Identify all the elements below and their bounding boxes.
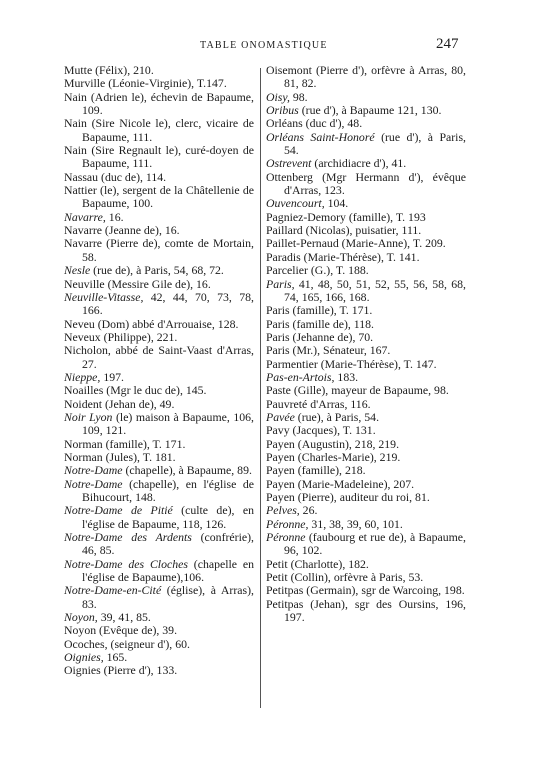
index-entry-text: 104.: [324, 196, 349, 211]
index-entry: [266, 131, 466, 158]
index-entry-text: Nassau (duc de), 114.: [64, 169, 167, 184]
index-entry-text: (chapelle), à Bapaume, 89.: [122, 463, 252, 478]
index-entry: [266, 251, 466, 264]
index-entry: [266, 264, 466, 277]
index-entry-text: Oisemont (Pierre d'), orfèvre à Arras, 80, 81, 82.: [266, 63, 466, 91]
index-entry: [266, 398, 466, 411]
index-entry: [64, 478, 254, 505]
index-entry-text: Noailles (Mgr le duc de), 145.: [64, 383, 207, 398]
index-entry-italic: Notre-Dame de Pitié: [64, 503, 173, 518]
index-entry-text: Payen (Pierre), auditeur du roi, 81.: [266, 490, 430, 504]
index-entry: [266, 411, 466, 424]
index-entry: [64, 144, 254, 171]
index-entry-text: 98.: [289, 89, 308, 104]
index-entry: [64, 117, 254, 144]
index-entry: [64, 531, 254, 558]
index-entry-text: (rue d'), à Bapaume 121, 130.: [298, 103, 442, 118]
index-entry: [266, 491, 466, 504]
index-entry-italic: Pelves,: [266, 503, 300, 518]
index-entry-text: 165.: [103, 650, 128, 665]
index-entry-text: Pagniez-Demory (famille), T. 193: [266, 209, 426, 224]
index-entry: [64, 451, 254, 464]
index-entry-italic: Ostrevent: [266, 156, 312, 171]
index-entry-text: Paris (famille de), 118.: [266, 316, 374, 331]
index-entry-text: (rue), à Paris, 54.: [294, 409, 380, 424]
index-entry: [64, 611, 254, 624]
index-entry-text: Norman (famille), T. 171.: [64, 436, 186, 451]
index-entry-text: (culte de), en l'église de Bapaume, 118, 126.: [82, 503, 254, 531]
index-entry: [266, 518, 466, 531]
index-entry-italic: Nesle: [64, 263, 91, 278]
index-entry-italic: Péronne: [266, 530, 306, 545]
index-entry-text: Nicholon, abbé de Saint-Vaast d'Arras, 27.: [64, 343, 254, 371]
index-entry: [64, 64, 254, 77]
index-entry-italic: Notre-Dame des Ardents: [64, 530, 192, 545]
index-entry: [266, 64, 466, 91]
index-entry: [64, 291, 254, 318]
index-entry-text: Petit (Collin), orfèvre à Paris, 53.: [266, 570, 424, 585]
index-column-left: [64, 64, 254, 678]
index-entry-text: Navarre (Pierre de), comte de Mortain, 58.: [64, 236, 254, 264]
index-entry-text: 183.: [334, 369, 359, 384]
index-entry: [64, 504, 254, 531]
index-entry-text: Petitpas (Jehan), sgr des Oursins, 196, 197.: [266, 596, 466, 625]
index-entry: [64, 398, 254, 411]
index-entry-italic: Notre-Dame: [64, 476, 123, 491]
index-entry-text: Paris (famille), T. 171.: [266, 303, 373, 318]
index-entry: [64, 638, 254, 651]
index-entry-text: Ocoches, (seigneur d'), 60.: [64, 636, 190, 651]
index-entry: [64, 664, 254, 677]
index-entry: [266, 571, 466, 584]
index-entry: [64, 278, 254, 291]
index-entry-text: Payen (Marie-Madeleine), 207.: [266, 476, 415, 491]
index-entry: [266, 464, 466, 477]
index-entry-text: Paradis (Marie-Thérèse), T. 141.: [266, 249, 420, 264]
index-entry-text: Neveu (Dom) abbé d'Arrouaise, 128.: [64, 316, 239, 331]
index-entry: [266, 531, 466, 558]
index-entry-text: (archidiacre d'), 41.: [311, 156, 407, 171]
index-entry-text: Oignies (Pierre d'), 133.: [64, 663, 178, 678]
index-entry-italic: Navarre,: [64, 209, 106, 224]
index-entry-text: (confrérie), 46, 85.: [82, 530, 254, 558]
index-entry: [64, 584, 254, 611]
index-entry-italic: Notre-Dame-en-Cité: [64, 583, 162, 598]
index-entry-text: (chapelle en l'église de Bapaume),106.: [82, 556, 254, 585]
index-entry: [266, 371, 466, 384]
index-entry-text: (faubourg et rue de), à Bapaume, 96, 102.: [284, 530, 466, 558]
index-entry-text: Payen (famille), 218.: [266, 463, 366, 478]
index-entry: [266, 478, 466, 491]
index-entry-italic: Péronne,: [266, 516, 309, 531]
index-entry: [266, 91, 466, 104]
index-entry: [266, 104, 466, 117]
index-entry: [64, 651, 254, 664]
index-entry: [266, 504, 466, 517]
index-entry: [64, 171, 254, 184]
index-entry-text: Noyon (Evêque de), 39.: [64, 623, 178, 638]
index-entry: [64, 558, 254, 585]
index-entry-text: (église), à Arras), 83.: [82, 583, 254, 611]
running-head: TABLE ONOMASTIQUE: [200, 40, 328, 51]
index-entry-italic: Pavée: [266, 409, 295, 424]
index-entry-text: Paillet-Pernaud (Marie-Anne), T. 209.: [266, 236, 446, 251]
index-entry: [266, 358, 466, 371]
index-entry: [64, 331, 254, 344]
index-entry: [64, 411, 254, 438]
index-entry-italic: Oisy,: [266, 89, 290, 104]
index-entry-text: 41, 48, 50, 51, 52, 55, 56, 58, 68, 74, 165, 166, 168.: [284, 276, 466, 304]
index-entry: [266, 117, 466, 130]
index-entry: [266, 331, 466, 344]
index-entry-text: Noident (Jehan de), 49.: [64, 396, 175, 411]
index-entry: [64, 371, 254, 384]
index-entry: [266, 197, 466, 210]
index-entry-text: Nain (Sire Nicole le), clerc, vicaire de Bapaume, 111.: [64, 116, 254, 144]
index-entry: [266, 278, 466, 305]
index-entry-italic: Nieppe,: [64, 369, 101, 384]
index-entry-text: 42, 44, 70, 73, 78, 166.: [82, 289, 254, 318]
index-entry: [266, 224, 466, 237]
index-entry-text: Petit (Charlotte), 182.: [266, 556, 369, 571]
index-entry-text: Ottenberg (Mgr Hermann d'), évêque d'Arras, 123.: [266, 169, 466, 198]
index-entry-text: Pauvreté d'Arras, 116.: [266, 396, 371, 411]
index-entry-text: 39, 41, 85.: [97, 610, 151, 625]
index-entry: [64, 224, 254, 237]
index-entry-text: Parmentier (Marie-Thérèse), T. 147.: [266, 356, 437, 371]
index-entry-text: 31, 38, 39, 60, 101.: [308, 516, 403, 531]
column-divider: [260, 68, 261, 708]
index-entry: [64, 77, 254, 90]
index-entry-text: Petitpas (Germain), sgr de Warcoing, 198.: [266, 583, 465, 598]
index-entry-italic: Oribus: [266, 103, 299, 118]
index-entry: [64, 91, 254, 118]
index-entry: [64, 384, 254, 397]
index-entry: [266, 304, 466, 317]
index-entry-text: Paste (Gille), mayeur de Bapaume, 98.: [266, 383, 449, 398]
index-entry-italic: Oignies,: [64, 650, 104, 665]
index-entry-italic: Neuville-Vitasse,: [64, 289, 144, 304]
index-entry-text: Norman (Jules), T. 181.: [64, 449, 176, 464]
index-entry-italic: Notre-Dame des Cloches: [64, 556, 188, 571]
index-entry-italic: Ouvencourt,: [266, 196, 325, 211]
index-entry-italic: Pas-en-Artois,: [266, 369, 335, 384]
index-entry-text: Pavy (Jacques), T. 131.: [266, 423, 376, 438]
index-entry: [266, 157, 466, 170]
index-entry-text: Nattier (le), sergent de la Châtellenie de Bapaume, 100.: [64, 183, 254, 211]
index-entry: [64, 464, 254, 477]
index-entry: [266, 584, 466, 597]
index-entry-text: (rue de), à Paris, 54, 68, 72.: [90, 263, 224, 278]
index-entry-text: Paris (Mr.), Sénateur, 167.: [266, 343, 391, 358]
index-entry: [64, 184, 254, 211]
index-entry: [266, 318, 466, 331]
index-entry: [266, 237, 466, 250]
index-entry-text: Mutte (Félix), 210.: [64, 63, 154, 77]
index-entry-text: Nain (Sire Regnault le), curé-doyen de Bapaume, 111.: [64, 143, 254, 171]
index-column-right: [266, 64, 466, 624]
index-entry-text: 197.: [100, 369, 124, 384]
index-entry-italic: Noir Lyon: [64, 409, 113, 424]
index-entry-text: Nain (Adrien le), échevin de Bapaume, 109.: [64, 89, 254, 118]
page-number: 247: [436, 36, 459, 52]
index-entry-text: 16.: [105, 209, 124, 224]
index-entry: [266, 558, 466, 571]
index-entry-text: Paris (Jehanne de), 70.: [266, 329, 374, 344]
index-entry-text: Neveux (Philippe), 221.: [64, 329, 178, 344]
index-entry: [64, 318, 254, 331]
index-entry: [64, 344, 254, 371]
index-entry-text: Navarre (Jeanne de), 16.: [64, 223, 180, 238]
index-entry: [64, 264, 254, 277]
index-entry-text: (rue d'), à Paris, 54.: [284, 129, 466, 158]
index-entry-text: Parcelier (G.), T. 188.: [266, 263, 369, 278]
index-entry: [64, 237, 254, 264]
index-entry-text: 26.: [299, 503, 318, 518]
index-entry-text: Neuville (Messire Gile de), 16.: [64, 276, 211, 291]
index-entry-italic: Orléans Saint-Honoré: [266, 129, 375, 144]
index-entry: [266, 171, 466, 198]
index-entry-text: Orléans (duc d'), 48.: [266, 116, 363, 131]
index-entry: [266, 438, 466, 451]
index-entry-italic: Notre-Dame: [64, 463, 123, 478]
index-entry-text: (le) maison à Bapaume, 106, 109, 121.: [82, 409, 255, 438]
index-entry-text: (chapelle), en l'église de Bihucourt, 148.: [82, 476, 254, 504]
index-entry: [64, 624, 254, 637]
index-entry: [266, 451, 466, 464]
index-entry-italic: Paris,: [266, 276, 295, 291]
index-entry: [64, 211, 254, 224]
index-entry: [64, 438, 254, 451]
index-entry: [266, 344, 466, 357]
index-entry-text: Paillard (Nicolas), puisatier, 111.: [266, 223, 422, 238]
index-entry-text: Murville (Léonie-Virginie), T.147.: [64, 76, 227, 91]
index-entry-italic: Noyon,: [64, 610, 98, 625]
index-entry-text: Payen (Charles-Marie), 219.: [266, 449, 401, 464]
index-entry-text: Payen (Augustin), 218, 219.: [266, 436, 400, 451]
index-entry: [266, 384, 466, 397]
index-entry: [266, 424, 466, 437]
index-entry: [266, 211, 466, 224]
index-entry: [266, 598, 466, 625]
